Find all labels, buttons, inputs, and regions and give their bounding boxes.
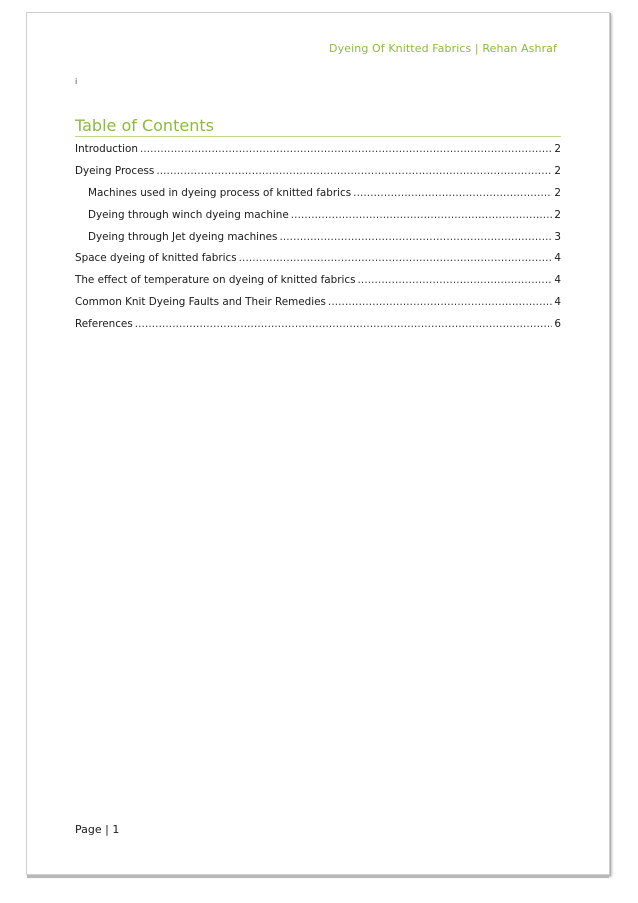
toc-entry-label: Introduction	[75, 143, 138, 155]
toc-entry-winch-dyeing[interactable]	[75, 205, 561, 227]
toc-leader-dots	[140, 139, 552, 161]
toc-entry-label: The effect of temperature on dyeing of knitted fabrics	[75, 274, 356, 287]
toc-entry-page: 3	[554, 230, 561, 243]
toc-entry-page: 4	[554, 296, 561, 309]
toc-entry-label: Common Knit Dyeing Faults and Their Remedies	[75, 296, 326, 309]
toc-leader-dots	[279, 227, 552, 249]
toc-entry-dyeing-process[interactable]	[75, 161, 561, 183]
toc-leader-dots	[156, 161, 552, 183]
toc-title: Table of Contents	[75, 116, 214, 135]
toc-title-rule	[75, 136, 561, 137]
toc-entry-introduction[interactable]	[75, 139, 561, 161]
toc-entry-dyeing-faults[interactable]	[75, 292, 561, 314]
toc-leader-dots	[328, 292, 552, 314]
toc-entry-page: 2	[554, 186, 561, 199]
toc-entry-label: Dyeing through Jet dyeing machines	[88, 230, 278, 243]
toc-leader-dots	[353, 183, 552, 205]
toc-entry-page: 4	[554, 252, 561, 265]
toc-entry-label: Machines used in dyeing process of knitted fabrics	[88, 186, 352, 199]
toc-entry-label: Space dyeing of knitted fabrics	[75, 252, 237, 265]
toc-entry-temperature-effect[interactable]	[75, 270, 561, 292]
toc-entry-space-dyeing[interactable]	[75, 248, 561, 270]
toc-entry-machines-used[interactable]	[75, 183, 561, 205]
toc-leader-dots	[358, 270, 553, 292]
toc-entry-page: 2	[554, 143, 561, 155]
toc-entry-page: 2	[554, 164, 561, 177]
toc-entry-references[interactable]	[75, 314, 561, 336]
toc-entry-label: Dyeing Process	[75, 164, 155, 177]
toc-entry-label: Dyeing through winch dyeing machine	[88, 208, 289, 221]
toc-entry-page: 6	[554, 318, 561, 331]
toc-list	[75, 139, 561, 336]
toc-leader-dots	[239, 248, 553, 270]
stray-mark: i	[75, 77, 78, 86]
page-footer: Page | 1	[75, 823, 120, 836]
running-header: Dyeing Of Knitted Fabrics | Rehan Ashraf	[329, 42, 557, 55]
toc-entry-page: 2	[554, 208, 561, 221]
toc-entry-jet-dyeing[interactable]	[75, 227, 561, 249]
document-page	[26, 12, 610, 875]
toc-entry-page: 4	[554, 274, 561, 287]
toc-leader-dots	[291, 205, 553, 227]
toc-entry-label: References	[75, 318, 133, 331]
toc-leader-dots	[135, 314, 553, 336]
